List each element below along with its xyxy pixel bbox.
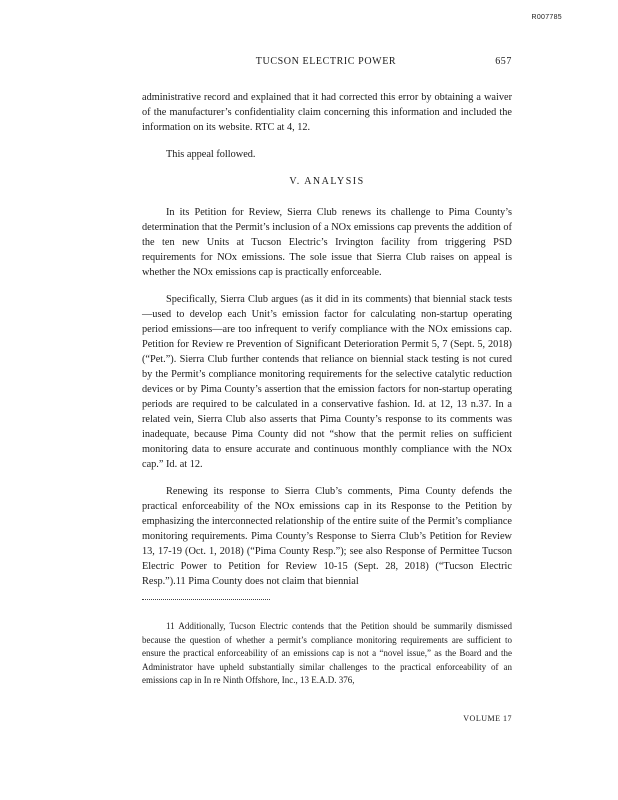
bates-number: R007785 — [531, 14, 562, 21]
footnote-divider — [142, 599, 270, 600]
paragraph-record: administrative record and explained that it had corrected this error by obtaining a waiver of the manufacturer’s confidentiality claim concerning this information and included the information on its website. RTC at 4, 12. — [142, 92, 512, 133]
section-heading-analysis: V. ANALYSIS — [289, 176, 365, 187]
paragraph-petition: In its Petition for Review, Sierra Club renews its challenge to Pima County’s determination that the Permit’s inclusion of a NOx emissions cap prevents the addition of the ten new Units at Tucson Electric’s Irvington facility from triggering PSD requirements for NOx emissions. The sole issue that Sierra Club raises on appeal is whether the NOx emissions cap is practically enforceable. — [142, 207, 512, 278]
header-title: TUCSON ELECTRIC POWER — [255, 56, 397, 67]
page-number: 657 — [495, 56, 512, 67]
footnote-11: 11 Additionally, Tucson Electric contends that the Petition should be summarily dismissed because the question of whether a permit’s compliance monitoring requirements are sufficient to ensure the practical enforceability of an emissions cap is not a “novel issue,” as the Board and the Administrator have upheld substantially similar challenges to the practical enforceability of an emissions cap in In re Ninth Offshore, Inc., 13 E.A.D. 376, — [142, 621, 512, 685]
paragraph-pima-response: Renewing its response to Sierra Club’s comments, Pima County defends the practical enforceability of the NOx emissions cap in its Response to the Petition by emphasizing the interconnected relationship of the entire suite of the Permit’s compliance monitoring requirements. Pima County’s Response to Sierra Club’s Petition for Review 13, 17-19 (Oct. 1, 2018) (“Pima County Resp.”); see also Response of Permittee Tucson Electric Power to Petition for Review 10-15 (Sept. 28, 2018) (“Tucson Electric Resp.”).11 Pima County does not claim that biennial — [142, 486, 512, 587]
document-body — [142, 90, 512, 601]
volume-label: VOLUME 17 — [463, 714, 512, 723]
paragraph-sierra-club-argument: Specifically, Sierra Club argues (as it did in its comments) that biennial stack tests—used to develop each Unit’s emission factor for calculating non-startup operating period emissions—are too infrequent to verify compliance with the NOx emissions cap. Petition for Review re Prevention of Significant Deterioration Permit 5, 7 (Sept. 5, 2018) (“Pet.”). Sierra Club further contends that reliance on biennial stack testing is not cured by the Permit’s compliance monitoring requirements for the selective catalytic reduction devices or by Pima County’s assertion that the emission factors for non-startup operating periods are required to be calculated in a conservative fashion. Id. at 12, 13 n.37. In a related vein, Sierra Club also asserts that Pima County’s response to its comments was inadequate, because Pima County did not “show that the permit relies on sufficient monitoring data to ensure accurate and continuous monthly compliance with the NOx cap.” Id. at 12. — [142, 294, 512, 470]
running-header — [140, 56, 512, 67]
paragraph-appeal: This appeal followed. — [166, 149, 256, 160]
